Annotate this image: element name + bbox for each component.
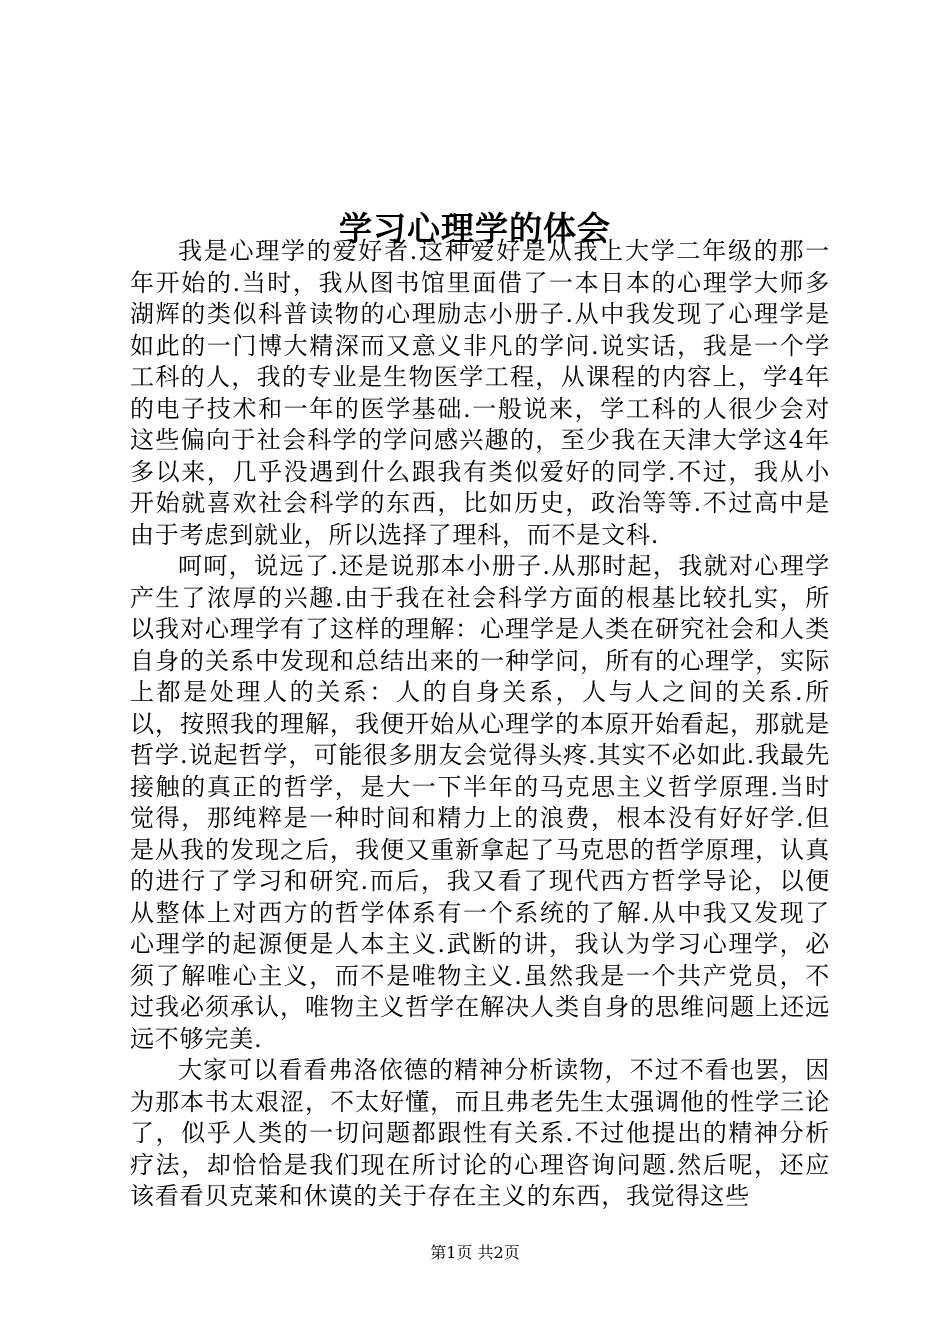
- paragraph: 大家可以看看弗洛依德的精神分析读物，不过不看也罢，因为那本书太艰涩，不太好懂，而且弗老先生太强调他的性学三论了，似乎人类的一切问题都跟性有关系.不过他提出的精神分析疗法，却恰恰是我们现在所讨论的心理咨询问题.然后呢，还应该看看贝克莱和休谟的关于存在主义的东西，我觉得这些: [130, 1056, 830, 1210]
- document-body: [130, 236, 830, 1213]
- paragraph: 呵呵，说远了.还是说那本小册子.从那时起，我就对心理学产生了浓厚的兴趣.由于我在社会科学方面的根基比较扎实，所以我对心理学有了这样的理解：心理学是人类在研究社会和人类自身的关系中发现和总结出来的一种学问，所有的心理学，实际上都是处理人的关系：人的自身关系，人与人之间的关系.所以，按照我的理解，我便开始从心理学的本原开始看起，那就是哲学.说起哲学，可能很多朋友会觉得头疼.其实不必如此.我最先接触的真正的哲学，是大一下半年的马克思主义哲学原理.当时觉得，那纯粹是一种时间和精力上的浪费，根本没有好好学.但是从我的发现之后，我便又重新拿起了马克思的哲学原理，认真的进行了学习和研究.而后，我又看了现代西方哲学导论，以便从整体上对西方的哲学体系有一个系统的了解.从中我又发现了心理学的起源便是人本主义.武断的讲，我认为学习心理学，必须了解唯心主义，而不是唯物主义.虽然我是一个共产党员，不过我必须承认，唯物主义哲学在解决人类自身的思维问题上还远远不够完美.: [130, 552, 830, 1053]
- document-title: 学习心理学的体会: [339, 209, 611, 249]
- page-number-footer: 第1页 共2页: [430, 1243, 520, 1262]
- paragraph: 我是心理学的爱好者.这种爱好是从我上大学二年级的那一年开始的.当时，我从图书馆里面借了一本日本的心理学大师多湖辉的类似科普读物的心理励志小册子.从中我发现了心理学是如此的一门博大精深而又意义非凡的学问.说实话，我是一个学工科的人，我的专业是生物医学工程，从课程的内容上，学4年的电子技术和一年的医学基础.一般说来，学工科的人很少会对这些偏向于社会科学的学问感兴趣的，至少我在天津大学这4年多以来，几乎没遇到什么跟我有类似爱好的同学.不过，我从小开始就喜欢社会科学的东西，比如历史，政治等等.不过高中是由于考虑到就业，所以选择了理科，而不是文科.: [130, 237, 830, 549]
